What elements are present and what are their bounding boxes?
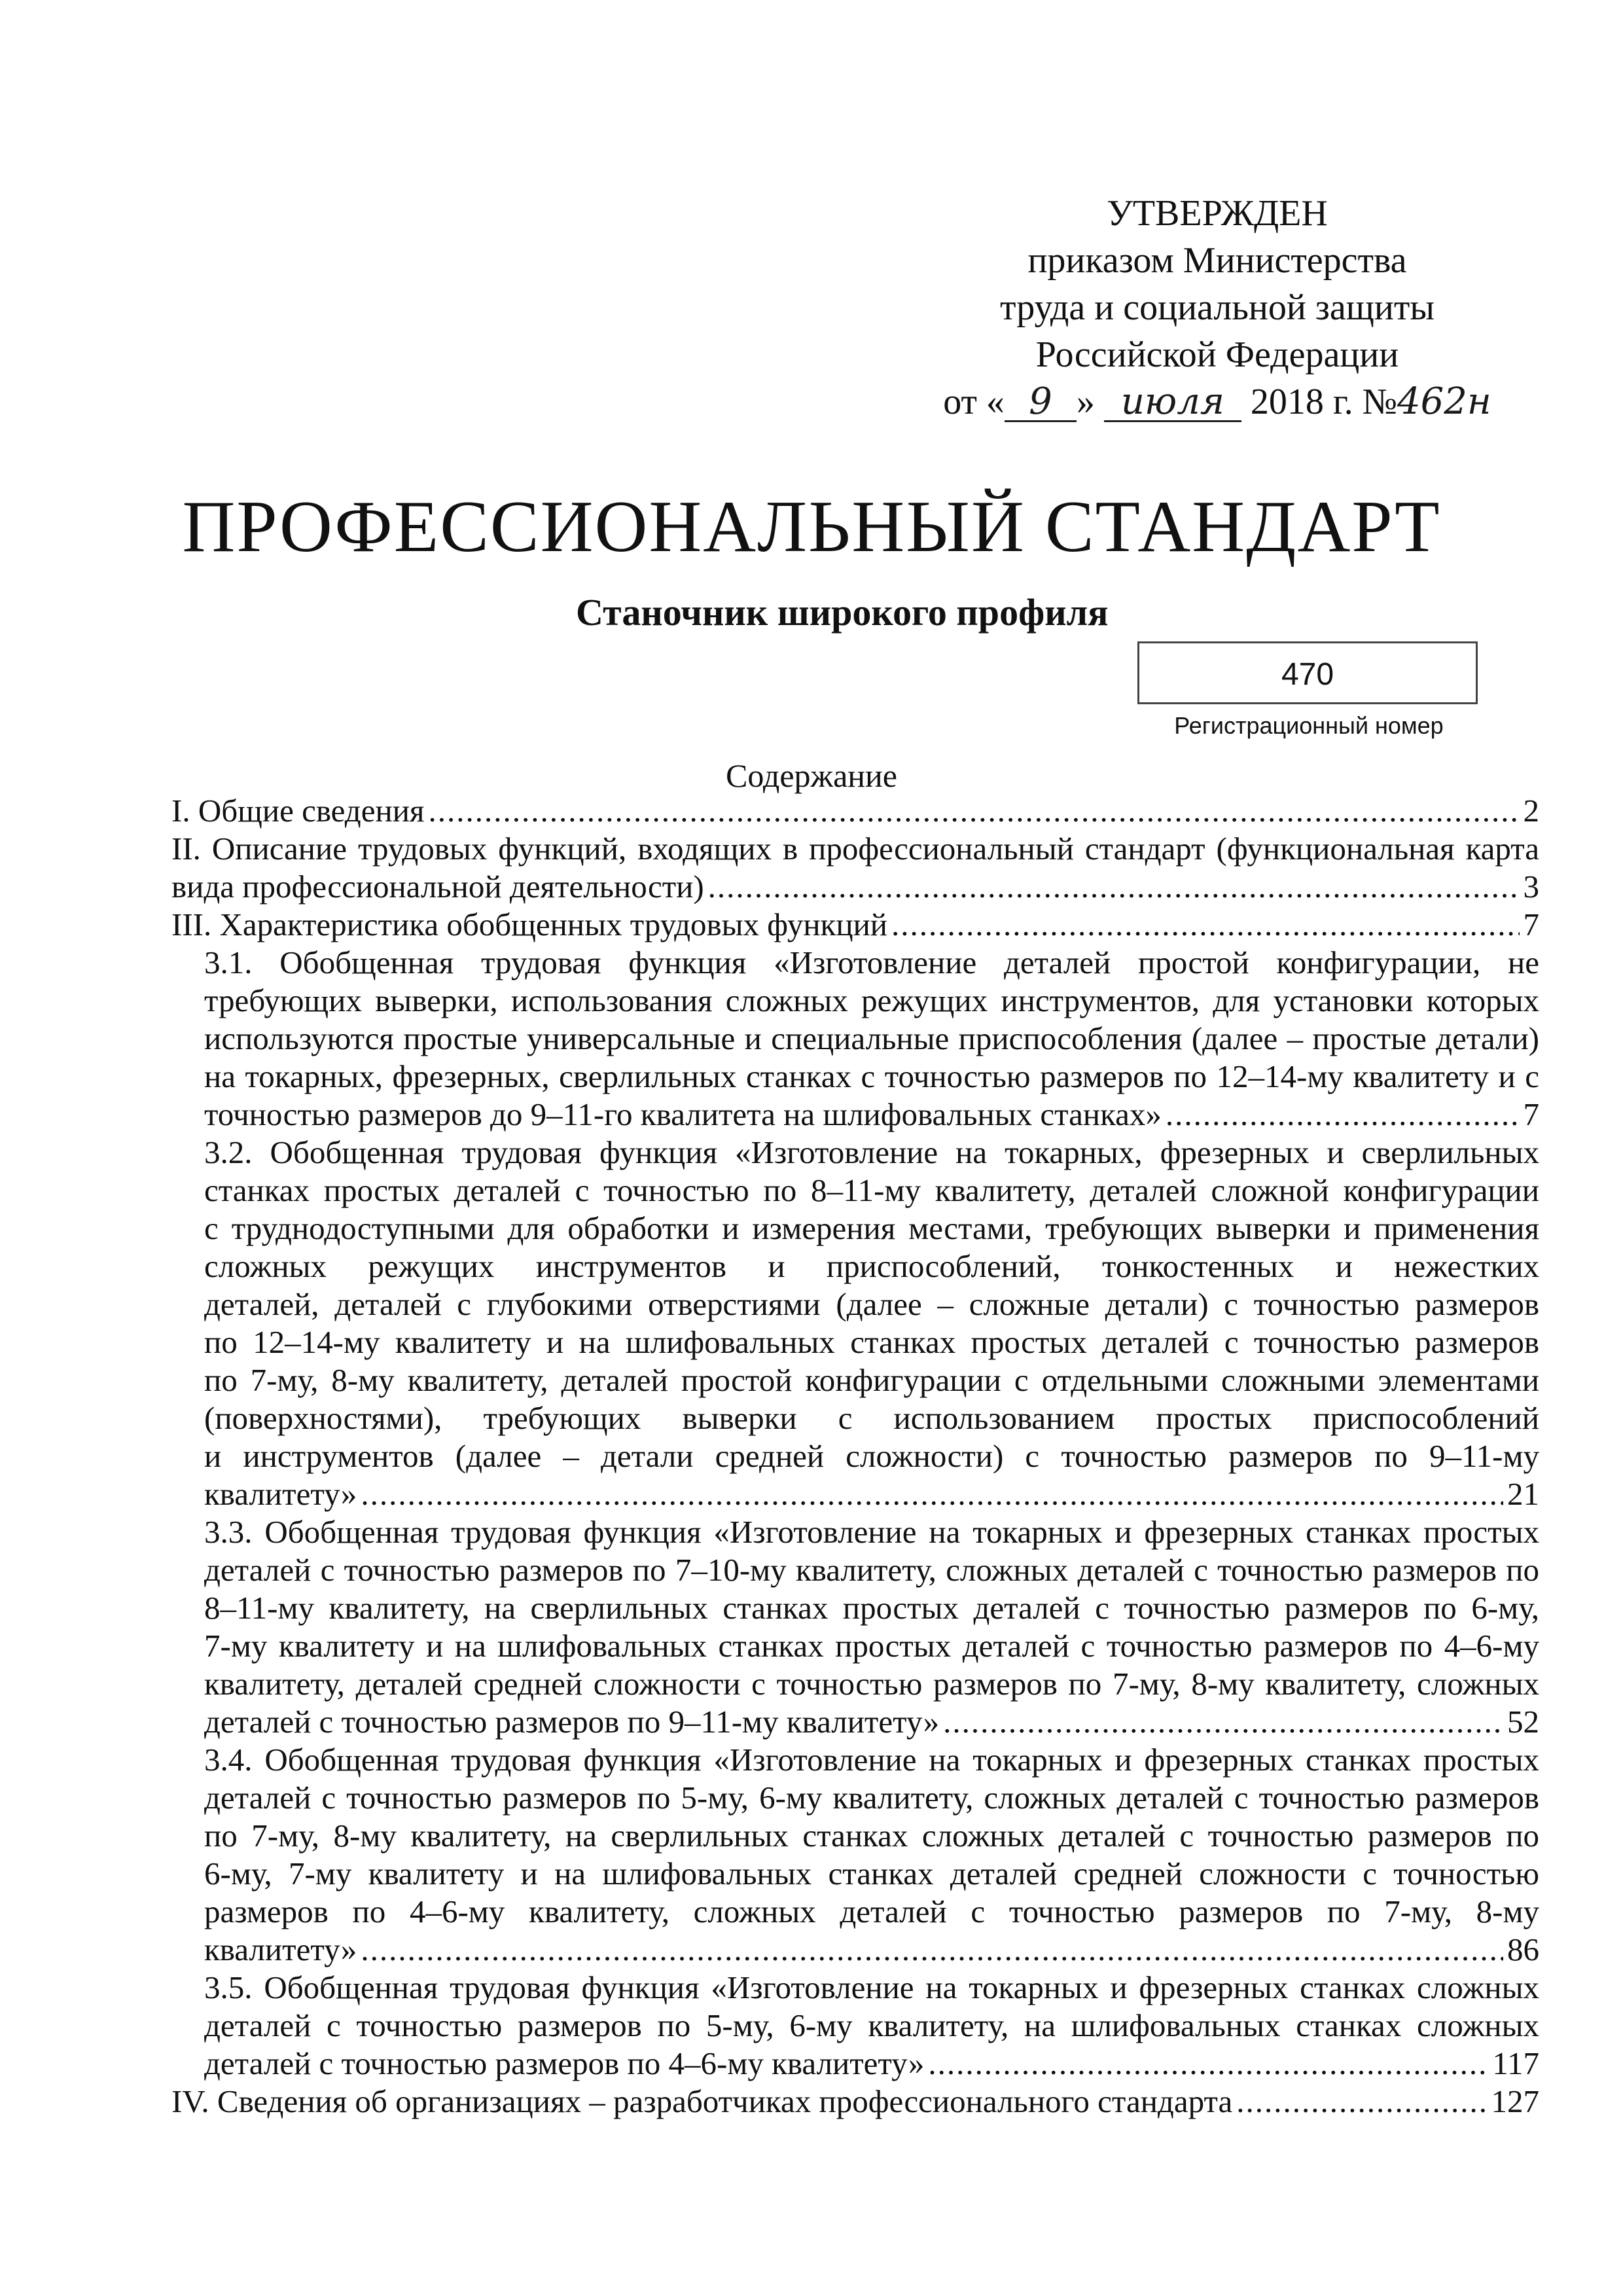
toc-entry-4[interactable] xyxy=(171,2083,1539,2121)
toc-line: 8–11-му квалитету, на сверлильных станках простых деталей с точностью размеров по 6-му, xyxy=(204,1590,1539,1626)
year-text: 2018 г. № xyxy=(1250,382,1398,422)
toc-page-number: 117 xyxy=(1492,2045,1539,2081)
handwritten-day: 9 xyxy=(1005,384,1077,422)
toc-line: квалитету, деталей средней сложности с точностью размеров по 7-му, 8-му квалитету, сложных xyxy=(204,1666,1539,1702)
toc-line: по 12–14-му квалитету и на шлифовальных станках простых деталей с точностью размеров xyxy=(204,1324,1539,1360)
toc-entry-3-2[interactable] xyxy=(204,1134,1539,1513)
approval-line-4: Российской Федерации xyxy=(1035,334,1399,375)
registration-number-label: Регистрационный номер xyxy=(1174,712,1444,739)
toc-line: используются простые универсальные и специальные приспособления (далее – простые детали) xyxy=(204,1020,1539,1056)
toc-entry-text: квалитету» xyxy=(204,1476,357,1512)
toc-line: (поверхностями), требующих выверки с использованием простых приспособлений xyxy=(204,1400,1539,1436)
handwritten-month: июля xyxy=(1104,384,1241,422)
toc-line: 3.4. Обобщенная трудовая функция «Изготовление на токарных и фрезерных станках простых xyxy=(204,1742,1539,1778)
dot-leader xyxy=(928,2045,1488,2083)
toc-line: 3.3. Обобщенная трудовая функция «Изготовление на токарных и фрезерных станках простых xyxy=(204,1514,1539,1550)
toc-line: 3.2. Обобщенная трудовая функция «Изготовление на токарных, фрезерных и сверлильных xyxy=(204,1134,1539,1170)
toc-entry-3-1[interactable] xyxy=(204,944,1539,1134)
toc-entry-text: деталей с точностью размеров по 9–11-му квалитету» xyxy=(204,1704,940,1740)
toc-line: с труднодоступными для обработки и измерения местами, требующих выверки и применения xyxy=(204,1210,1539,1246)
toc-line: станках простых деталей с точностью по 8–11-му квалитету, деталей сложной конфигурации xyxy=(204,1172,1539,1208)
toc-line: требующих выверки, использования сложных режущих инструментов, для установки которых xyxy=(204,982,1539,1018)
toc-line: II. Описание трудовых функций, входящих в профессиональный стандарт (функциональная карта xyxy=(171,831,1539,867)
toc-page-number: 52 xyxy=(1507,1704,1539,1740)
toc-line: по 7-му, 8-му квалитету, деталей простой конфигурации с отдельными сложными элементами xyxy=(204,1362,1539,1398)
toc-line: 3.5. Обобщенная трудовая функция «Изготовление на токарных и фрезерных станках сложных xyxy=(204,1969,1539,2005)
toc-page-number: 7 xyxy=(1523,906,1539,942)
toc-entry-3-5[interactable] xyxy=(204,1969,1539,2083)
toc-page-number: 3 xyxy=(1523,869,1539,905)
document-title: ПРОФЕССИОНАЛЬНЫЙ СТАНДАРТ xyxy=(182,486,1441,567)
table-of-contents xyxy=(171,792,1539,2121)
toc-page-number: 127 xyxy=(1491,2083,1539,2119)
dot-leader xyxy=(1166,1096,1520,1134)
dot-leader xyxy=(1236,2083,1487,2121)
toc-entry-text: квалитету» xyxy=(204,1931,357,1967)
toc-entry-text: деталей с точностью размеров по 4–6-му квалитету» xyxy=(204,2045,925,2081)
toc-line: деталей с точностью размеров по 7–10-му квалитету, сложных деталей с точностью размеров по xyxy=(204,1552,1539,1588)
toc-entry-text: вида профессиональной деятельности) xyxy=(171,869,704,905)
toc-page-number: 21 xyxy=(1507,1476,1539,1512)
registration-number-box: 470 xyxy=(1137,641,1478,704)
dot-leader xyxy=(891,906,1519,944)
toc-heading: Содержание xyxy=(726,757,897,794)
toc-entry-text: I. Общие сведения xyxy=(171,793,425,829)
approval-line-2: приказом Министерства xyxy=(1027,240,1407,281)
approval-line-3: труда и социальной защиты xyxy=(1000,287,1435,328)
toc-page-number: 2 xyxy=(1523,793,1539,829)
toc-line: деталей с точностью размеров по 5-му, 6-му квалитету, на шлифовальных станках сложных xyxy=(204,2007,1539,2043)
toc-entry-2[interactable] xyxy=(171,830,1539,906)
date-prefix: от « xyxy=(943,382,1005,422)
approval-block xyxy=(890,190,1544,425)
dot-leader xyxy=(708,868,1520,906)
dot-leader xyxy=(943,1703,1503,1741)
approval-date-line xyxy=(890,378,1544,425)
toc-line: 7-му квалитету и на шлифовальных станках простых деталей с точностью размеров по 4–6-му xyxy=(204,1628,1539,1664)
dot-leader xyxy=(361,1931,1503,1969)
dot-leader xyxy=(361,1475,1503,1513)
toc-entry-3[interactable] xyxy=(171,906,1539,944)
handwritten-order-number: 462н xyxy=(1397,380,1491,423)
toc-line: сложных режущих инструментов и приспособлений, тонкостенных и нежестких xyxy=(204,1248,1539,1284)
toc-entry-1[interactable] xyxy=(171,792,1539,830)
toc-line: деталей, деталей с глубокими отверстиями (далее – сложные детали) с точностью размеров xyxy=(204,1286,1539,1322)
toc-line: и инструментов (далее – детали средней сложности) с точностью размеров по 9–11-му xyxy=(204,1438,1539,1474)
toc-line: 6-му, 7-му квалитету и на шлифовальных станках деталей средней сложности с точностью xyxy=(204,1856,1539,1892)
toc-entry-3-4[interactable] xyxy=(204,1741,1539,1969)
standard-name: Станочник широкого профиля xyxy=(576,591,1109,634)
toc-entry-text: IV. Сведения об организациях – разработчиках профессионального стандарта xyxy=(171,2083,1233,2119)
toc-entry-text: III. Характеристика обобщенных трудовых функций xyxy=(171,906,888,942)
toc-line: по 7-му, 8-му квалитету, на сверлильных станках сложных деталей с точностью размеров по xyxy=(204,1818,1539,1854)
dot-leader xyxy=(428,792,1519,830)
approval-title: УТВЕРЖДЕН xyxy=(1107,193,1328,234)
toc-line: 3.1. Обобщенная трудовая функция «Изготовление деталей простой конфигурации, не xyxy=(204,944,1539,980)
date-mid: » xyxy=(1076,382,1095,422)
toc-entry-text: точностью размеров до 9–11-го квалитета на шлифовальных станках» xyxy=(204,1096,1162,1132)
toc-line: деталей с точностью размеров по 5-му, 6-му квалитету, сложных деталей с точностью размеров xyxy=(204,1780,1539,1816)
toc-page-number: 7 xyxy=(1523,1096,1539,1132)
toc-line: размеров по 4–6-му квалитету, сложных деталей с точностью размеров по 7-му, 8-му xyxy=(204,1893,1539,1929)
toc-entry-3-3[interactable] xyxy=(204,1513,1539,1741)
toc-line: на токарных, фрезерных, сверлильных станках с точностью размеров по 12–14-му квалитету и с xyxy=(204,1058,1539,1094)
toc-page-number: 86 xyxy=(1507,1931,1539,1967)
